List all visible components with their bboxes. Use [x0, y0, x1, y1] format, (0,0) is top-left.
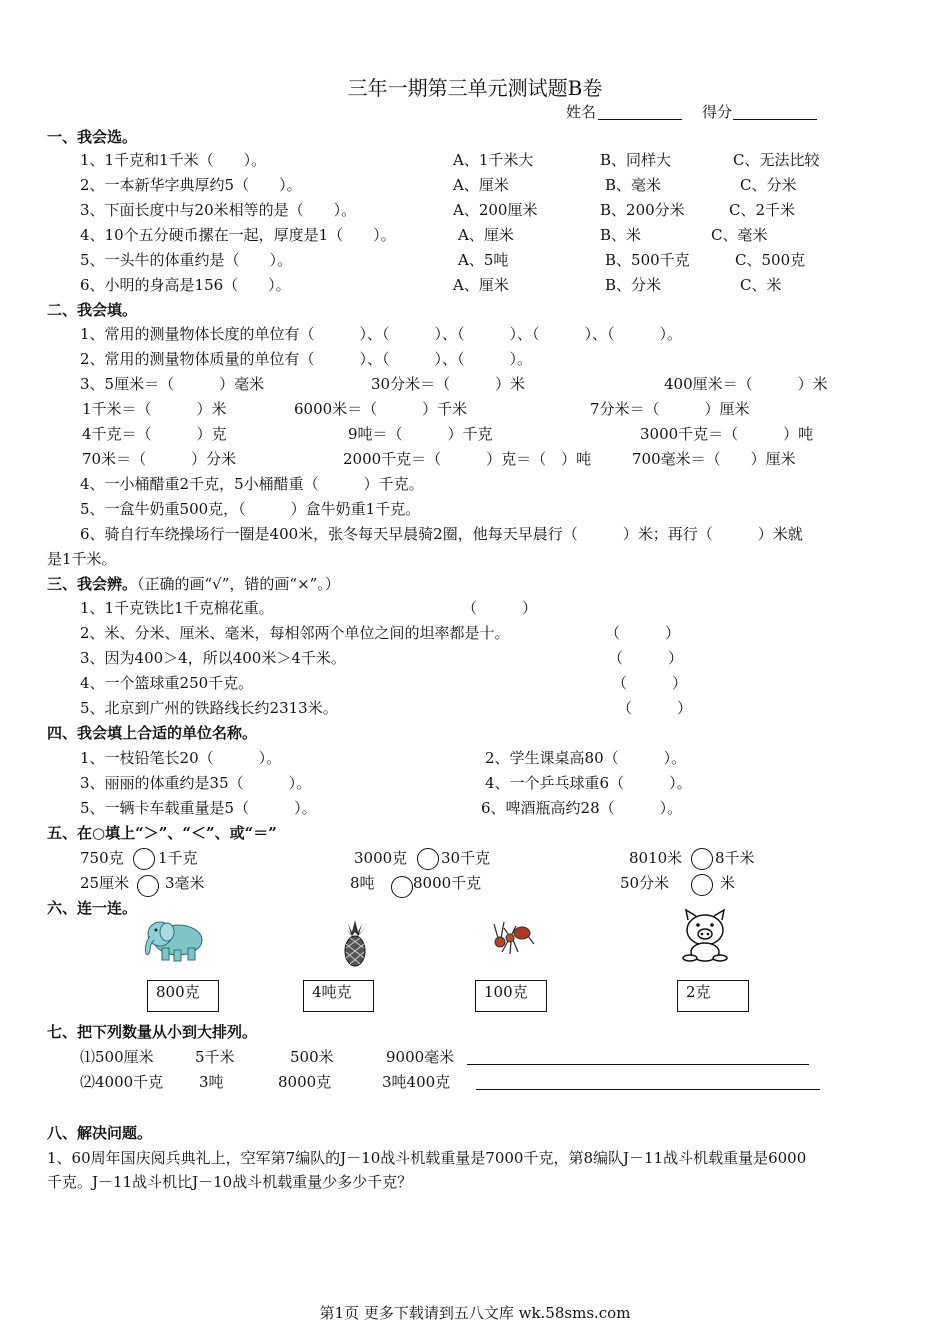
s7-r1-b: 500米 [290, 1048, 334, 1066]
s1-q2-b[interactable]: B、毫米 [605, 176, 662, 194]
weight-box-2[interactable]: 4吨克 [303, 980, 374, 1012]
s8-problem-line2: 千克。J－11战斗机比J－10战斗机载重量少多少千克？ [47, 1173, 413, 1191]
s5-r1b-right: 30千克 [441, 849, 491, 867]
s4-q2: 2、学生课桌高80（ ）。 [485, 749, 687, 767]
s5-r2b-left: 8吨 [350, 874, 375, 892]
section3-note: （正确的画“√”，错的画“×”。） [137, 575, 340, 593]
section7-heading: 七、把下列数量从小到大排列。 [47, 1023, 258, 1041]
compare-circle[interactable] [391, 876, 413, 898]
s2-r4b: 6000米＝（ ）千米 [294, 400, 468, 418]
pig-icon[interactable] [678, 908, 732, 964]
s1-q6-stem: 6、小明的身高是156（ ）。 [80, 276, 291, 294]
s5-r1a-left: 750克 [80, 849, 124, 867]
s5-r1a-right: 1千克 [158, 849, 198, 867]
s3-q5-paren[interactable]: （ ） [617, 699, 693, 717]
s7-r2-c: 3吨400克 [382, 1073, 451, 1091]
s2-r3c: 400厘米＝（ ）米 [664, 375, 828, 393]
s4-q4: 4、一个乒乓球重6（ ）。 [485, 774, 692, 792]
score-blank[interactable] [733, 118, 817, 120]
s2-r6b: 2000千克＝（ ）克＝（ ）吨 [343, 450, 592, 468]
section3-heading: 三、我会辨。 [47, 575, 138, 593]
s2-r5a: 4千克＝（ ）克 [82, 425, 227, 443]
s1-q1-stem: 1、1千克和1千米（ ）。 [80, 151, 267, 169]
s1-q1-b[interactable]: B、同样大 [600, 151, 672, 169]
s3-q4-paren[interactable]: （ ） [612, 674, 688, 692]
weight-box-3[interactable]: 100克 [475, 980, 547, 1012]
s2-r6c: 700毫米＝（ ）厘米 [632, 450, 796, 468]
page-title: 三年一期第三单元测试题B卷 [347, 76, 603, 100]
section5-heading: 五、在○填上“＞”、“＜”、或“＝” [47, 824, 277, 842]
name-blank[interactable] [598, 118, 682, 120]
compare-circle[interactable] [691, 848, 713, 870]
s3-q2-stem: 2、米、分米、厘米、毫米，每相邻两个单位之间的坦率都是十。 [80, 624, 510, 642]
s5-r1c-left: 8010米 [629, 849, 683, 867]
weight-box-1[interactable]: 800克 [147, 980, 219, 1012]
s1-q3-b[interactable]: B、200分米 [600, 201, 685, 219]
s3-q5-stem: 5、北京到广州的铁路线长约2313米。 [80, 699, 338, 717]
s2-r3a: 3、5厘米＝（ ）毫米 [80, 375, 265, 393]
s2-line9: 6、骑自行车绕操场行一圈是400米，张冬每天早晨骑2圈，他每天早晨行（ ）米；再行（ ）米就 [80, 525, 803, 543]
s2-r4c: 7分米＝（ ）厘米 [590, 400, 750, 418]
s2-r5c: 3000千克＝（ ）吨 [640, 425, 814, 443]
pineapple-icon[interactable] [340, 918, 370, 968]
s1-q3-a[interactable]: A、200厘米 [453, 201, 538, 219]
s7-r2-b: 8000克 [278, 1073, 332, 1091]
s3-q3-paren[interactable]: （ ） [608, 649, 684, 667]
s7-r2-a: 3吨 [199, 1073, 224, 1091]
s1-q6-a[interactable]: A、厘米 [453, 276, 509, 294]
section6-heading: 六、连一连。 [47, 899, 138, 917]
s1-q2-c[interactable]: C、分米 [740, 176, 797, 194]
s3-q2-paren[interactable]: （ ） [605, 624, 681, 642]
s4-q5: 5、一辆卡车载重量是5（ ）。 [80, 799, 317, 817]
s3-q1-stem: 1、1千克铁比1千克棉花重。 [80, 599, 274, 617]
s4-q3: 3、丽丽的体重约是35（ ）。 [80, 774, 312, 792]
s1-q5-stem: 5、一头牛的体重约是（ ）。 [80, 251, 293, 269]
s2-r5b: 9吨＝（ ）千克 [348, 425, 493, 443]
s5-r2c-right: 米 [720, 874, 736, 892]
s3-q1-paren[interactable]: （ ） [462, 599, 538, 617]
section2-heading: 二、我会填。 [47, 301, 138, 319]
s1-q1-c[interactable]: C、无法比较 [733, 151, 820, 169]
s5-r1c-right: 8千米 [715, 849, 755, 867]
s1-q6-c[interactable]: C、米 [740, 276, 782, 294]
section8-heading: 八、解决问题。 [47, 1124, 153, 1142]
s5-r2c-left: 50分米 [620, 874, 670, 892]
s1-q4-b[interactable]: B、米 [600, 226, 642, 244]
s5-r2a-left: 25厘米 [80, 874, 130, 892]
s8-problem-line1: 1、60周年国庆阅兵典礼上，空军第7编队的J－10战斗机载重量是7000千克，第8编队J－11战斗机载重量是6000 [47, 1149, 807, 1167]
s1-q4-c[interactable]: C、毫米 [711, 226, 768, 244]
section4-heading: 四、我会填上合适的单位名称。 [47, 724, 258, 742]
s7-r1-a: 5千米 [195, 1048, 235, 1066]
s1-q3-stem: 3、下面长度中与20米相等的是（ ）。 [80, 201, 357, 219]
name-label: 姓名 [566, 103, 597, 121]
s2-line7: 4、一小桶醋重2千克，5小桶醋重（ ）千克。 [80, 475, 424, 493]
s4-q1: 1、一枝铅笔长20（ ）。 [80, 749, 282, 767]
s7-r2-n: ⑵4000千克 [80, 1073, 164, 1091]
s5-r2a-right: 3毫米 [165, 874, 205, 892]
compare-circle[interactable] [417, 848, 439, 870]
section1-heading: 一、我会选。 [47, 128, 138, 146]
s2-line8: 5、一盒牛奶重500克，（ ）盒牛奶重1千克。 [80, 500, 421, 518]
s7-r1-c: 9000毫米 [386, 1048, 455, 1066]
s4-q6: 6、啤酒瓶高约28（ ）。 [481, 799, 683, 817]
s1-q1-a[interactable]: A、1千米大 [453, 151, 534, 169]
s2-line1: 1、常用的测量物体长度的单位有（ ）、（ ）、（ ）、（ ）、（ ）。 [80, 325, 683, 343]
section3-heading-row [47, 574, 340, 594]
s1-q2-stem: 2、一本新华字典厚约5（ ）。 [80, 176, 302, 194]
s2-line10: 是1千米。 [47, 550, 117, 568]
s3-q3-stem: 3、因为400＞4，所以400米＞4千米。 [80, 649, 346, 667]
s2-r6a: 70米＝（ ）分米 [82, 450, 237, 468]
s7-r1-n: ⑴500厘米 [80, 1048, 154, 1066]
score-label: 得分 [702, 103, 733, 121]
s1-q3-c[interactable]: C、2千米 [729, 201, 796, 219]
s1-q5-a[interactable]: A、5吨 [458, 251, 509, 269]
ant-icon[interactable] [488, 916, 536, 960]
s3-q4-stem: 4、一个篮球重250千克。 [80, 674, 254, 692]
s2-r3b: 30分米＝（ ）米 [371, 375, 526, 393]
s5-r1b-left: 3000克 [354, 849, 408, 867]
answer-line-1[interactable] [467, 1063, 809, 1065]
elephant-icon[interactable] [140, 914, 210, 964]
s1-q2-a[interactable]: A、厘米 [453, 176, 509, 194]
answer-line-2[interactable] [476, 1088, 820, 1090]
compare-circle[interactable] [137, 875, 159, 897]
s1-q5-b[interactable]: B、500千克 [605, 251, 690, 269]
compare-circle[interactable] [133, 848, 155, 870]
compare-circle[interactable] [691, 874, 713, 896]
s5-r2b-right: 8000千克 [413, 874, 482, 892]
s1-q4-stem: 4、10个五分硬币摞在一起，厚度是1（ ）。 [80, 226, 396, 244]
s1-q4-a[interactable]: A、厘米 [458, 226, 514, 244]
s1-q6-b[interactable]: B、分米 [605, 276, 662, 294]
page-footer: 第1页 更多下载请到五八文库 wk.58sms.com [319, 1304, 631, 1322]
s1-q5-c[interactable]: C、500克 [735, 251, 806, 269]
s2-r4a: 1千米＝（ ）米 [82, 400, 227, 418]
weight-box-4[interactable]: 2克 [677, 980, 749, 1012]
s2-line2: 2、常用的测量物体质量的单位有（ ）、（ ）、（ ）。 [80, 350, 533, 368]
